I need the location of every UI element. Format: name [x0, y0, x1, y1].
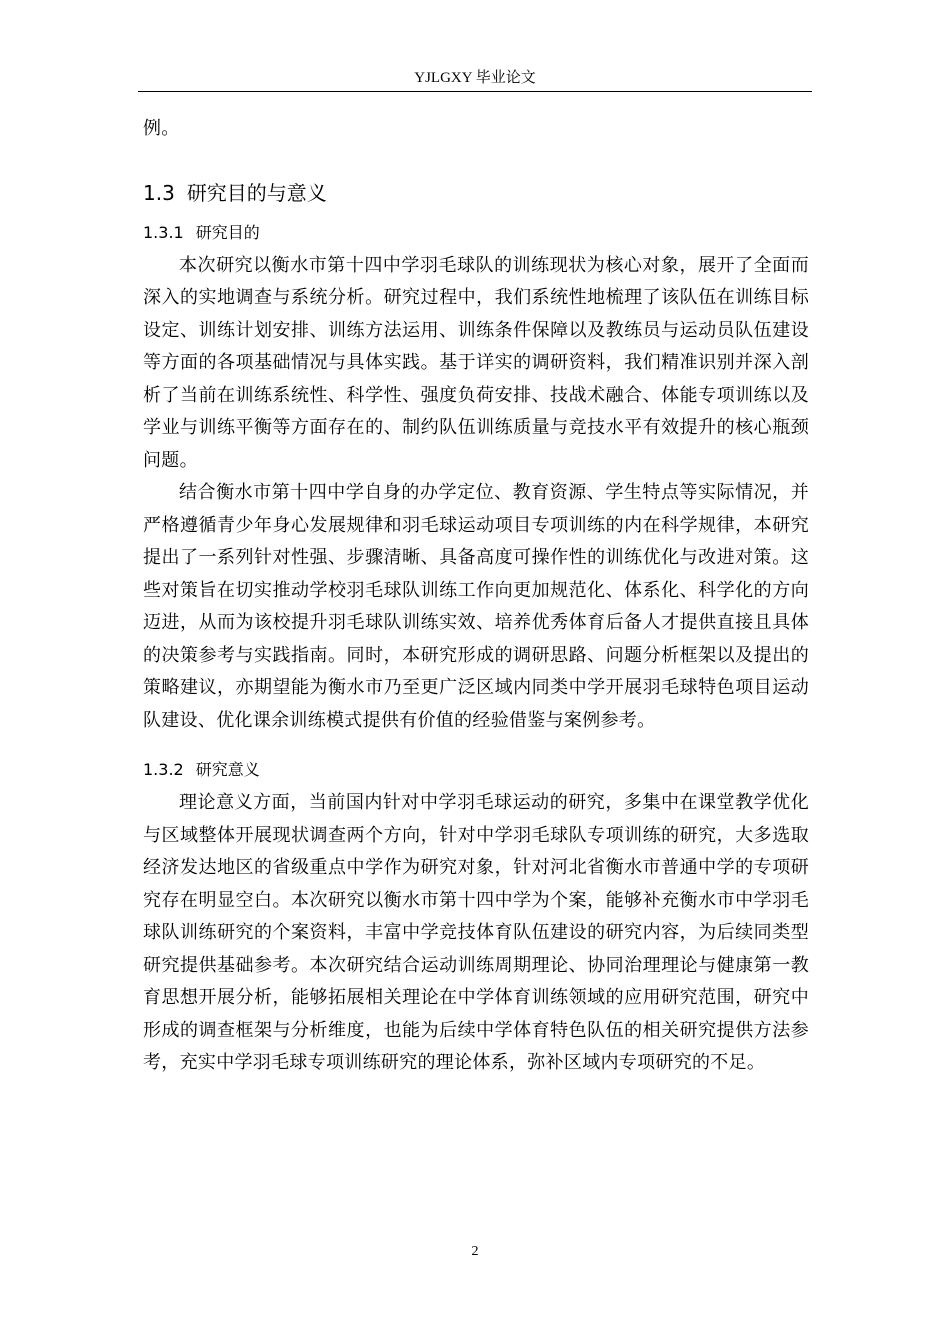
- subsection-title: 研究目的: [195, 222, 260, 242]
- header-divider: [138, 91, 812, 92]
- section-heading: [143, 178, 809, 208]
- page-number: 2: [471, 1244, 479, 1259]
- document-body: [143, 113, 809, 1080]
- subsection-number: 1.3.2: [143, 760, 184, 779]
- paragraph: 本次研究以衡水市第十四中学羽毛球队的训练现状为核心对象，展开了全面而深入的实地调查与系统分析。研究过程中，我们系统性地梳理了该队伍在训练目标设定、训练计划安排、训练方法运用、训练条件保障以及教练员与运动员队伍建设等方面的各项基础情况与具体实践。基于详实的调研资料，我们精准识别并深入剖析了当前在训练系统性、科学性、强度负荷安排、技战术融合、体能专项训练以及学业与训练平衡等方面存在的、制约队伍训练质量与竞技水平有效提升的核心瓶颈问题。: [143, 254, 809, 471]
- subsection-title: 研究意义: [195, 760, 260, 779]
- subsection-number: 1.3.1: [143, 222, 184, 242]
- paragraph: 结合衡水市第十四中学自身的办学定位、教育资源、学生特点等实际情况，并严格遵循青少年身心发展规律和羽毛球运动项目专项训练的内在科学规律，本研究提出了一系列针对性强、步骤清晰、具备高度可操作性的训练优化与改进对策。这些对策旨在切实推动学校羽毛球队训练工作向更加规范化、体系化、科学化的方向迈进，从而为该校提升羽毛球队训练实效、培养优秀体育后备人才提供直接且具体的决策参考与实践指南。同时，本研究形成的调研思路、问题分析框架以及提出的策略建议，亦期望能为衡水市乃至更广泛区域内同类中学开展羽毛球特色项目运动队建设、优化课余训练模式提供有价值的经验借鉴与案例参考。: [143, 482, 809, 731]
- intro-fragment: 例。: [143, 118, 180, 139]
- section-number: 1.3: [143, 180, 175, 205]
- section-title: 研究目的与意义: [186, 180, 327, 205]
- subsection-heading-purpose: [143, 220, 809, 246]
- subsection-heading-significance: [143, 757, 809, 783]
- paragraph: 理论意义方面，当前国内针对中学羽毛球运动的研究，多集中在课堂教学优化与区域整体开展现状调查两个方向，针对中学羽毛球队专项训练的研究，大多选取经济发达地区的省级重点中学作为研究对象，针对河北省衡水市普通中学的专项研究存在明显空白。本次研究以衡水市第十四中学为个案，能够补充衡水市中学羽毛球队训练研究的个案资料，丰富中学竞技体育队伍建设的研究内容，为后续同类型研究提供基础参考。本次研究结合运动训练周期理论、协同治理理论与健康第一教育思想开展分析，能够拓展相关理论在中学体育训练领域的应用研究范围，研究中形成的调查框架与分析维度，也能为后续中学体育特色队伍的相关研究提供方法参考，充实中学羽毛球专项训练研究的理论体系，弥补区域内专项研究的不足。: [143, 792, 809, 1073]
- page-header: YJLGXY 毕业论文: [414, 70, 536, 86]
